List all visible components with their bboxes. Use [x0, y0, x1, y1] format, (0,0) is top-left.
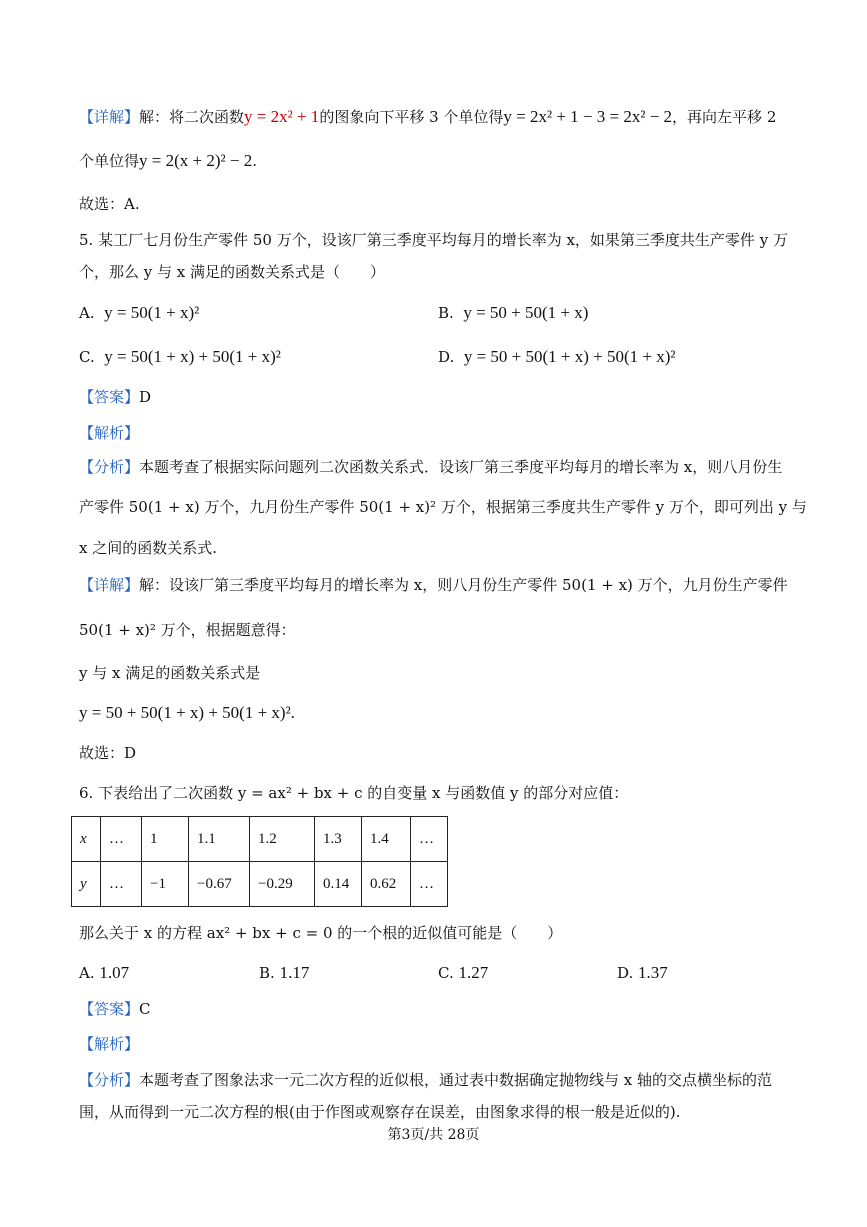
option-value: 1.27 — [458, 963, 489, 982]
table-row-x — [72, 817, 448, 862]
q5-stem-1: 5. 某工厂七月份生产零件 50 万个，设该厂第三季度平均每月的增长率为 x，如果第三季度共生产零件 y 万 — [79, 231, 788, 249]
q6-fenxi-1 — [79, 1069, 772, 1091]
table-cell: 1.4 — [362, 817, 411, 862]
q6-fenxi-2: 围，从而得到一元二次方程的根(由于作图或观察存在误差，由图象求得的根一般是近似的). — [79, 1103, 681, 1121]
q5-stem-2: 个，那么 y 与 x 满足的函数关系式是（ ） — [79, 263, 386, 281]
option-expr: y = 50 + 50(1 + x) + 50(1 + x)² — [463, 347, 676, 366]
q5-detail-4: y = 50 + 50(1 + x) + 50(1 + x)². — [79, 703, 295, 722]
option-key: D. — [617, 964, 634, 982]
table-cell: −0.67 — [189, 862, 250, 907]
formula: y = 2(x + 2)² − 2 — [139, 151, 253, 170]
table-cell: … — [101, 862, 142, 907]
option-value: 1.37 — [638, 963, 668, 982]
text: ，再向左平移 2 — [672, 108, 777, 126]
q5-choice: 故选：D — [79, 744, 137, 762]
q5-detail-2: 50(1 + x)² 万个，根据题意得： — [79, 621, 296, 639]
answer-value: D — [139, 388, 152, 406]
table-cell: x — [72, 817, 101, 862]
table-cell: 1.2 — [250, 817, 315, 862]
text: 本题考查了图象法求一元二次方程的近似根，通过表中数据确定抛物线与 x 轴的交点横坐标的范 — [139, 1071, 773, 1089]
choice-line: 故选：A. — [79, 195, 140, 213]
q6-answer — [79, 998, 151, 1020]
value-table — [71, 816, 448, 907]
q5-option-c — [79, 346, 281, 368]
text: 本题考查了根据实际问题列二次函数关系式．设该厂第三季度平均每月的增长率为 x，则八月份生 — [139, 458, 783, 476]
option-key: B. — [438, 304, 454, 322]
text: . — [252, 152, 257, 170]
option-key: B. — [259, 964, 275, 982]
fenxi-label: 【分析】 — [79, 1071, 140, 1089]
option-value: 1.17 — [279, 963, 310, 982]
answer-value: C — [139, 1000, 151, 1018]
option-key: A. — [79, 964, 95, 982]
option-key: C. — [438, 964, 454, 982]
option-key: C. — [79, 348, 95, 366]
table-cell: 1.1 — [189, 817, 250, 862]
detail-label: 【详解】 — [79, 108, 140, 126]
text: 解：将二次函数 — [139, 108, 245, 126]
q5-option-b — [438, 302, 588, 324]
detail-line-1 — [79, 106, 776, 128]
table-cell: y — [72, 862, 101, 907]
q5-detail-3: y 与 x 满足的函数关系式是 — [79, 664, 261, 682]
option-expr: y = 50(1 + x)² — [104, 303, 200, 322]
table-cell: 0.62 — [362, 862, 411, 907]
table-cell: … — [101, 817, 142, 862]
q5-answer — [79, 386, 151, 408]
q6-option-c — [438, 962, 488, 984]
answer-label: 【答案】 — [79, 1000, 140, 1018]
table-cell: −1 — [142, 862, 189, 907]
q5-fenxi-3: x 之间的函数关系式. — [79, 539, 217, 557]
q6-option-a — [79, 962, 129, 984]
answer-label: 【答案】 — [79, 388, 140, 406]
q5-fenxi-2: 产零件 50(1 + x) 万个，九月份生产零件 50(1 + x)² 万个，根据第三季度共生产零件 y 万个，即可列出 y 与 — [79, 498, 807, 516]
q5-detail-1 — [79, 574, 788, 596]
table-cell: 0.14 — [315, 862, 362, 907]
q5-option-d — [438, 346, 676, 368]
table-cell: −0.29 — [250, 862, 315, 907]
text: 的图象向下平移 3 个单位得 — [319, 108, 504, 126]
table-row-y — [72, 862, 448, 907]
q6-stem-2: 那么关于 x 的方程 ax² + bx + c = 0 的一个根的近似值可能是（ ） — [79, 924, 563, 942]
q6-option-d — [617, 962, 668, 984]
text: 解：设该厂第三季度平均每月的增长率为 x，则八月份生产零件 50(1 + x) 万个，九月份生产零件 — [139, 576, 788, 594]
option-key: A. — [79, 304, 95, 322]
table-cell: 1 — [142, 817, 189, 862]
table-cell: 1.3 — [315, 817, 362, 862]
formula: y = 2x² + 1 — [244, 107, 320, 126]
formula: y = 2x² + 1 − 3 = 2x² − 2 — [503, 107, 673, 126]
detail-line-2 — [79, 150, 257, 172]
option-key: D. — [438, 348, 455, 366]
page-footer: 第3页/共 28页 — [387, 1127, 480, 1143]
q6-stem-1: 6. 下表给出了二次函数 y = ax² + bx + c 的自变量 x 与函数值 y 的部分对应值： — [79, 784, 629, 802]
q5-fenxi-1 — [79, 456, 782, 478]
detail-label: 【详解】 — [79, 576, 140, 594]
text: 个单位得 — [79, 152, 140, 170]
table-cell: … — [411, 817, 448, 862]
q6-analysis-label: 【解析】 — [79, 1035, 140, 1053]
option-expr: y = 50 + 50(1 + x) — [463, 303, 589, 322]
q6-option-b — [259, 962, 309, 984]
table-cell: … — [411, 862, 448, 907]
fenxi-label: 【分析】 — [79, 458, 140, 476]
q5-analysis-label: 【解析】 — [79, 424, 140, 442]
q5-option-a — [79, 302, 199, 324]
option-expr: y = 50(1 + x) + 50(1 + x)² — [104, 347, 281, 366]
option-value: 1.07 — [99, 963, 130, 982]
